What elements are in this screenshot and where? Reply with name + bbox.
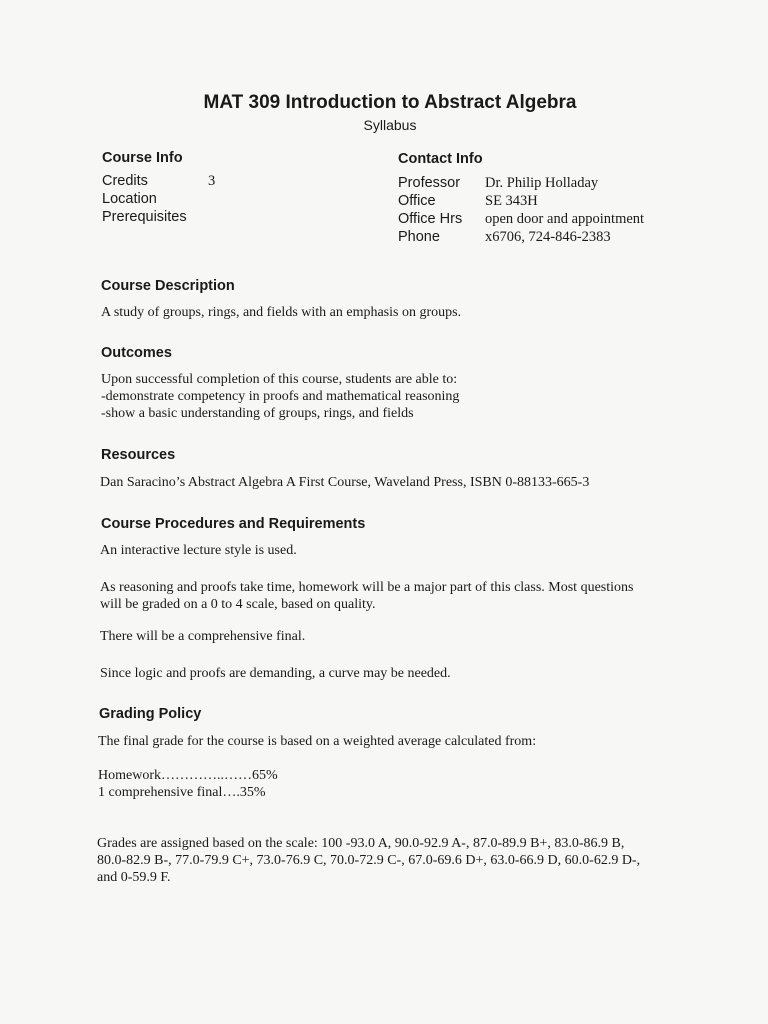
outcomes-heading: Outcomes [101,345,172,361]
location-label: Location [102,191,157,207]
prerequisites-label: Prerequisites [102,209,187,225]
phone-value: x6706, 724-846-2383 [485,229,611,245]
resources-heading: Resources [101,447,176,463]
procedures-paragraph: Since logic and proofs are demanding, a curve may be needed. [100,666,451,681]
contact-info-values [485,174,644,246]
prerequisites-value [208,208,215,226]
scale-line: and 0-59.9 F. [97,870,171,885]
office-label: Office [398,193,436,209]
contact-info-labels [398,174,462,246]
professor-value: Dr. Philip Holladay [485,175,599,191]
grading-scale [97,835,640,886]
scale-line: 80.0-82.9 B-, 77.0-79.9 C+, 73.0-76.9 C, 70.0-72.9 C-, 67.0-69.6 D+, 63.0-66.9 D, 60.0-62.9 D-, [97,853,641,868]
office-value: SE 343H [485,193,538,209]
course-info-heading: Course Info [102,150,183,166]
outcome-item: -show a basic understanding of groups, rings, and fields [101,406,414,421]
office-hours-label: Office Hrs [398,211,463,227]
paragraph-line: As reasoning and proofs take time, homework will be a major part of this class. Most questions [100,580,634,595]
office-hours-value: open door and appointment [485,211,645,227]
location-value [208,190,215,208]
grading-weights [98,767,278,801]
procedures-paragraph: An interactive lecture style is used. [100,543,297,558]
contact-info-heading: Contact Info [398,151,483,167]
outcomes-intro: Upon successful completion of this course, students are able to: [101,372,458,387]
page-subtitle: Syllabus [363,117,417,133]
outcome-item: -demonstrate competency in proofs and mathematical reasoning [101,389,460,404]
course-info-labels [102,172,187,226]
resources-text: Dan Saracino’s Abstract Algebra A First Course, Waveland Press, ISBN 0-88133-665-3 [100,475,590,490]
weight-line: 1 comprehensive final….35% [98,785,266,800]
grading-policy-heading: Grading Policy [99,706,202,722]
course-info-values [208,172,215,226]
outcomes-list [101,371,459,422]
grading-intro: The final grade for the course is based on a weighted average calculated from: [98,734,537,749]
credits-value: 3 [208,173,216,189]
course-description-heading: Course Description [101,278,235,294]
professor-label: Professor [398,175,461,191]
scale-line: Grades are assigned based on the scale: 100 -93.0 A, 90.0-92.9 A-, 87.0-89.9 B+, 83.0-86.9 B, [97,836,625,851]
weight-line: Homework…………..……65% [98,768,278,783]
page-title: MAT 309 Introduction to Abstract Algebra [203,92,577,113]
paragraph-line: will be graded on a 0 to 4 scale, based on quality. [100,597,376,612]
procedures-paragraph [100,579,633,613]
credits-label: Credits [102,173,148,189]
procedures-heading: Course Procedures and Requirements [101,516,366,532]
procedures-paragraph: There will be a comprehensive final. [100,629,306,644]
phone-label: Phone [398,229,440,245]
course-description-text: A study of groups, rings, and fields with an emphasis on groups. [101,305,462,320]
